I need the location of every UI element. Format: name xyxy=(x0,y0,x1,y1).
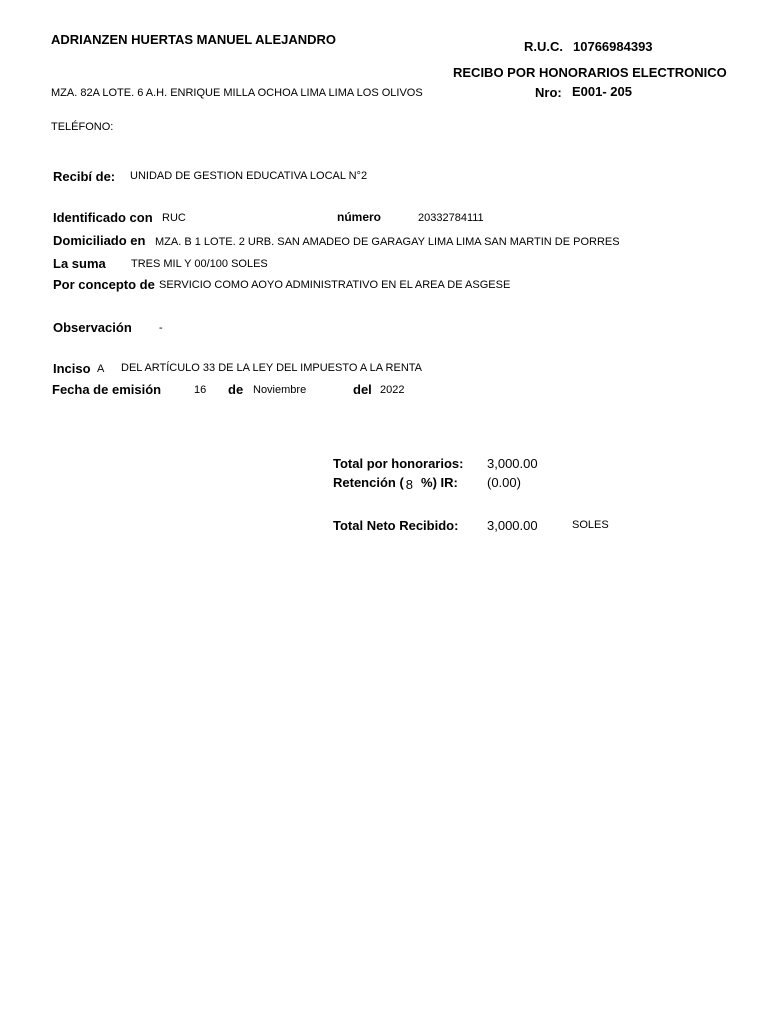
identificado-label: Identificado con xyxy=(53,210,153,225)
domicilio-label: Domiciliado en xyxy=(53,233,146,248)
identificado-value: RUC xyxy=(162,212,186,224)
numero-value: 20332784111 xyxy=(418,212,484,224)
suma-label: La suma xyxy=(53,256,106,271)
retencion-percent: 8 xyxy=(405,477,414,492)
inciso-label: Inciso xyxy=(53,361,91,376)
ruc-label: R.U.C. xyxy=(524,39,563,54)
recibi-value: UNIDAD DE GESTION EDUCATIVA LOCAL N°2 xyxy=(130,170,368,182)
total-honorarios-value: 3,000.00 xyxy=(487,456,538,471)
recibi-label: Recibí de: xyxy=(53,169,116,184)
total-neto-value: 3,000.00 xyxy=(487,518,538,533)
del-label: del xyxy=(353,382,372,397)
inciso-text: DEL ARTÍCULO 33 DE LA LEY DEL IMPUESTO A LA RENTA xyxy=(121,362,422,374)
observacion-label: Observación xyxy=(53,320,132,335)
fecha-year: 2022 xyxy=(380,384,405,396)
document-title: RECIBO POR HONORARIOS ELECTRONICO xyxy=(453,65,727,80)
observacion-value: - xyxy=(159,322,163,334)
ruc-value: 10766984393 xyxy=(573,39,653,54)
suma-value: TRES MIL Y 00/100 SOLES xyxy=(131,258,268,270)
total-neto-label: Total Neto Recibido: xyxy=(333,518,459,533)
concepto-label: Por concepto de xyxy=(53,277,155,292)
retencion-label-pre: Retención ( xyxy=(333,475,404,490)
de-label: de xyxy=(228,382,244,397)
issuer-address: MZA. 82A LOTE. 6 A.H. ENRIQUE MILLA OCHOA LIMA LIMA LOS OLIVOS xyxy=(51,87,423,99)
issuer-name: ADRIANZEN HUERTAS MANUEL ALEJANDRO xyxy=(51,32,337,47)
concepto-value: SERVICIO COMO AOYO ADMINISTRATIVO EN EL AREA DE ASGESE xyxy=(159,279,511,291)
domicilio-value: MZA. B 1 LOTE. 2 URB. SAN AMADEO DE GARAGAY LIMA LIMA SAN MARTIN DE PORRES xyxy=(155,236,620,248)
total-honorarios-label: Total por honorarios: xyxy=(333,456,464,471)
currency-label: SOLES xyxy=(572,519,609,531)
nro-value: E001- 205 xyxy=(572,84,632,99)
numero-label: número xyxy=(337,210,382,224)
fecha-day: 16 xyxy=(194,384,207,396)
inciso-value: A xyxy=(97,363,105,375)
retencion-value: (0.00) xyxy=(487,475,521,490)
retencion-label xyxy=(333,475,458,492)
issuer-phone-label: TELÉFONO: xyxy=(51,121,114,133)
fecha-month: Noviembre xyxy=(253,384,307,396)
nro-label: Nro: xyxy=(535,85,562,100)
retencion-label-post: %) IR: xyxy=(421,475,458,490)
fecha-label: Fecha de emisión xyxy=(52,382,162,397)
